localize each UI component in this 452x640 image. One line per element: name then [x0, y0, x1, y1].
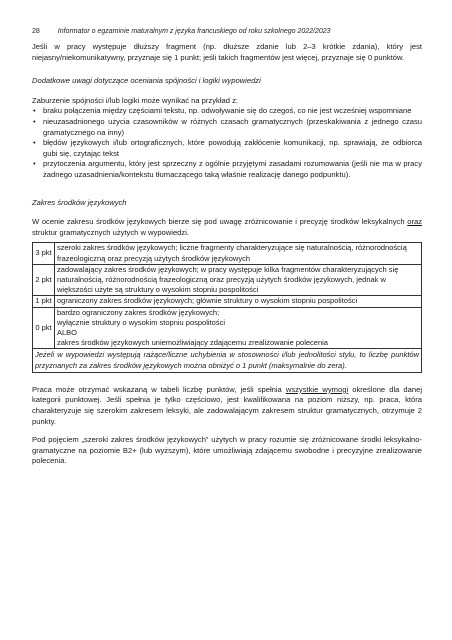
paragraph-definition: Pod pojęciem „szeroki zakres środków językowych” użytych w pracy rozumie się zróżnicowane środki leksykalno-gramatyczne na poziomie B2+ (lub wyższym), które umożliwiają zdającemu swobodne i precyzyjne zrealizowanie polecenia. — [32, 435, 422, 466]
points-cell: 1 pkt — [33, 296, 55, 307]
list-item: • błędów językowych i/lub ortograficznych, które powodują zakłócenie komunikacji, np. sprawiają, że odbiorca gubi się, czytając tekst — [32, 138, 422, 159]
list-item: • nieuzasadnionego użycia czasowników w różnych czasach gramatycznych (przeskakiwania z jednego czasu gramatycznego na inny) — [32, 117, 422, 138]
coherence-bullet-list — [32, 106, 422, 180]
points-cell: 2 pkt — [33, 264, 55, 296]
requirements-underlined: wszystkie wymogi — [285, 384, 349, 394]
coherence-heading: Dodatkowe uwagi dotyczące oceniania spójności i logiki wypowiedzi — [32, 76, 261, 86]
page-header — [32, 28, 424, 35]
description-line: zakres środków językowych uniemożliwiający zdającemu zrealizowanie polecenia — [57, 338, 328, 348]
table-row — [33, 349, 422, 372]
list-item: • przytoczenia argumentu, który jest sprzeczny z ogólnie przyjętymi zasadami rozumowania (jeśli nie ma w pracy żadnego uzasadnienia/kontekstu tłumaczącego taką właśnie realizację danego podpunktu). — [32, 159, 422, 180]
scoring-table — [32, 242, 422, 372]
table-row — [33, 307, 422, 349]
table-row — [33, 243, 422, 264]
range-intro-text-end: struktur gramatycznych użytych w wypowiedzi. — [32, 227, 189, 237]
range-intro — [32, 217, 422, 238]
paragraph-requirements — [32, 385, 422, 427]
description-cell: zadowalający zakres środków językowych; w pracy występuje kilka fragmentów charakteryzujących się naturalnością, różnorodnością frazeologiczną oraz precyzją użytych środków językowych, jednak w większości użyte są struktury o wysokim stopniu pospolitości — [55, 264, 422, 296]
style-deduction-note: Jeżeli w wypowiedzi występują rażące/liczne uchybienia w stosowności i/lub jednolitości stylu, to liczbę punktów przyznanych za zakres środków językowych można obniżyć o 1 punkt (maksymalnie do zera). — [33, 349, 422, 372]
points-cell: 3 pkt — [33, 243, 55, 264]
table-row — [33, 296, 422, 307]
range-intro-text: W ocenie zakresu środków językowych bierze się pod uwagę zróżnicowanie i precyzję środków leksykalnych — [32, 217, 408, 227]
paragraph-unclear-fragments: Jeśli w pracy występuje dłuższy fragment (np. dłuższe zdanie lub 2–3 krótkie zdania), który jest niejasny/niekomunikatywny, przyznaje się 1 punkt; jeśli takich fragmentów jest więcej, przyznaje się 0 punktów. — [32, 42, 422, 62]
list-item: • braku połączenia między częściami tekstu, np. odwoływanie się do czegoś, co nie jest wcześniej wspomniane — [32, 106, 422, 117]
table-row — [33, 264, 422, 296]
description-cell — [55, 307, 422, 349]
description-line: ALBO — [57, 327, 78, 337]
requirements-text: Praca może otrzymać wskazaną w tabeli liczbę punktów, jeśli spełnia — [32, 384, 286, 394]
range-heading: Zakres środków językowych — [32, 197, 127, 207]
header-title: Informator o egzaminie maturalnym z języka francuskiego od roku szkolnego 2022/2023 — [57, 28, 331, 35]
requirements-text-end: określone dla danej kategorii punktowej. Jeśli spełnia je tylko częściowo, jest kwalifikowana na poziom niższy, np. praca, która charakteryzuje się szerokim zakresem leksyki, ale zadowalającym zakresem struktur gramatycznych, otrzymuje 2 punkty. — [32, 384, 423, 426]
coherence-lead: Zaburzenie spójności i/lub logiki może wynikać na przykład z: — [32, 95, 238, 105]
page-content — [32, 42, 422, 467]
description-cell: ograniczony zakres środków językowych; głównie struktury o wysokim stopniu pospolitości — [55, 296, 422, 307]
description-line: bardzo ograniczony zakres środków językowych; — [57, 307, 220, 317]
description-cell: szeroki zakres środków językowych; liczne fragmenty charakteryzujące się naturalnością, różnorodnością frazeologiczną oraz precyzją użytych środków językowych — [55, 243, 422, 264]
range-intro-underlined: oraz — [407, 217, 422, 227]
description-line: wyłącznie struktury o wysokim stopniu pospolitości — [57, 317, 225, 327]
page-number: 28 — [32, 28, 40, 35]
points-cell: 0 pkt — [33, 307, 55, 349]
